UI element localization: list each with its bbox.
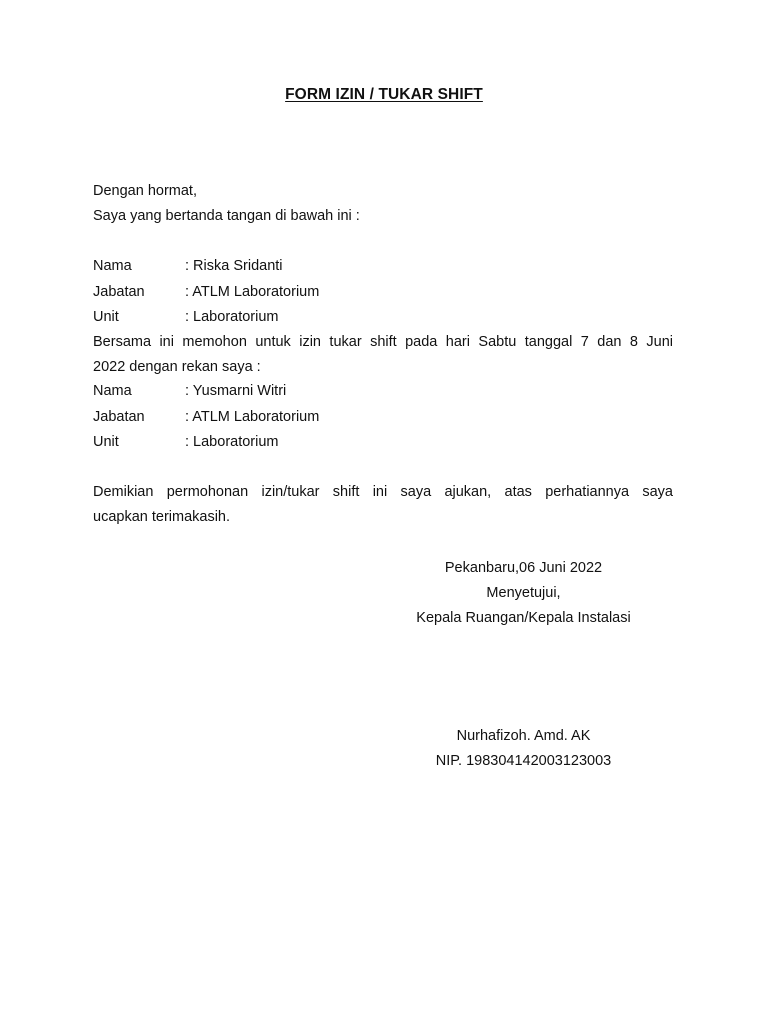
partner-unit-label: Unit <box>93 434 119 450</box>
intro-text: Saya yang bertanda tangan di bawah ini : <box>93 208 360 224</box>
form-title: FORM IZIN / TUKAR SHIFT <box>285 86 483 103</box>
partner-position-row <box>93 407 319 427</box>
partner-unit-row <box>93 432 279 452</box>
partner-name-row <box>93 381 286 401</box>
requester-position-row <box>93 282 319 302</box>
approval-label: Menyetujui, <box>486 585 561 601</box>
greeting: Dengan hormat, <box>93 183 197 199</box>
requester-position-label: Jabatan <box>93 284 145 300</box>
partner-position-label: Jabatan <box>93 409 145 425</box>
partner-name-value: : Yusmarni Witri <box>185 383 287 399</box>
partner-unit-value: : Laboratorium <box>185 434 279 450</box>
requester-name-value: : Riska Sridanti <box>185 258 283 274</box>
request-paragraph <box>93 330 673 380</box>
closing-paragraph <box>93 480 673 530</box>
requester-name-label: Nama <box>93 258 132 274</box>
requester-unit-label: Unit <box>93 309 119 325</box>
closing-line-1: Demikian permohonan izin/tukar shift ini saya ajukan, atas perhatiannya saya <box>93 484 673 500</box>
closing-line-2: ucapkan terimakasih. <box>93 509 231 525</box>
signer-name: Nurhafizoh. Amd. AK <box>456 728 591 744</box>
partner-position-value: : ATLM Laboratorium <box>185 409 320 425</box>
requester-name-row <box>93 256 283 276</box>
requester-unit-row <box>93 307 279 327</box>
signer-nip: NIP. 198304142003123003 <box>435 753 612 769</box>
place-date: Pekanbaru,06 Juni 2022 <box>444 560 603 576</box>
request-line-2: 2022 dengan rekan saya : <box>93 359 261 375</box>
request-line-1: Bersama ini memohon untuk izin tukar shift pada hari Sabtu tanggal 7 dan 8 Juni <box>93 334 673 350</box>
approver-role: Kepala Ruangan/Kepala Instalasi <box>416 610 631 626</box>
requester-position-value: : ATLM Laboratorium <box>185 284 320 300</box>
partner-name-label: Nama <box>93 383 132 399</box>
requester-unit-value: : Laboratorium <box>185 309 279 325</box>
